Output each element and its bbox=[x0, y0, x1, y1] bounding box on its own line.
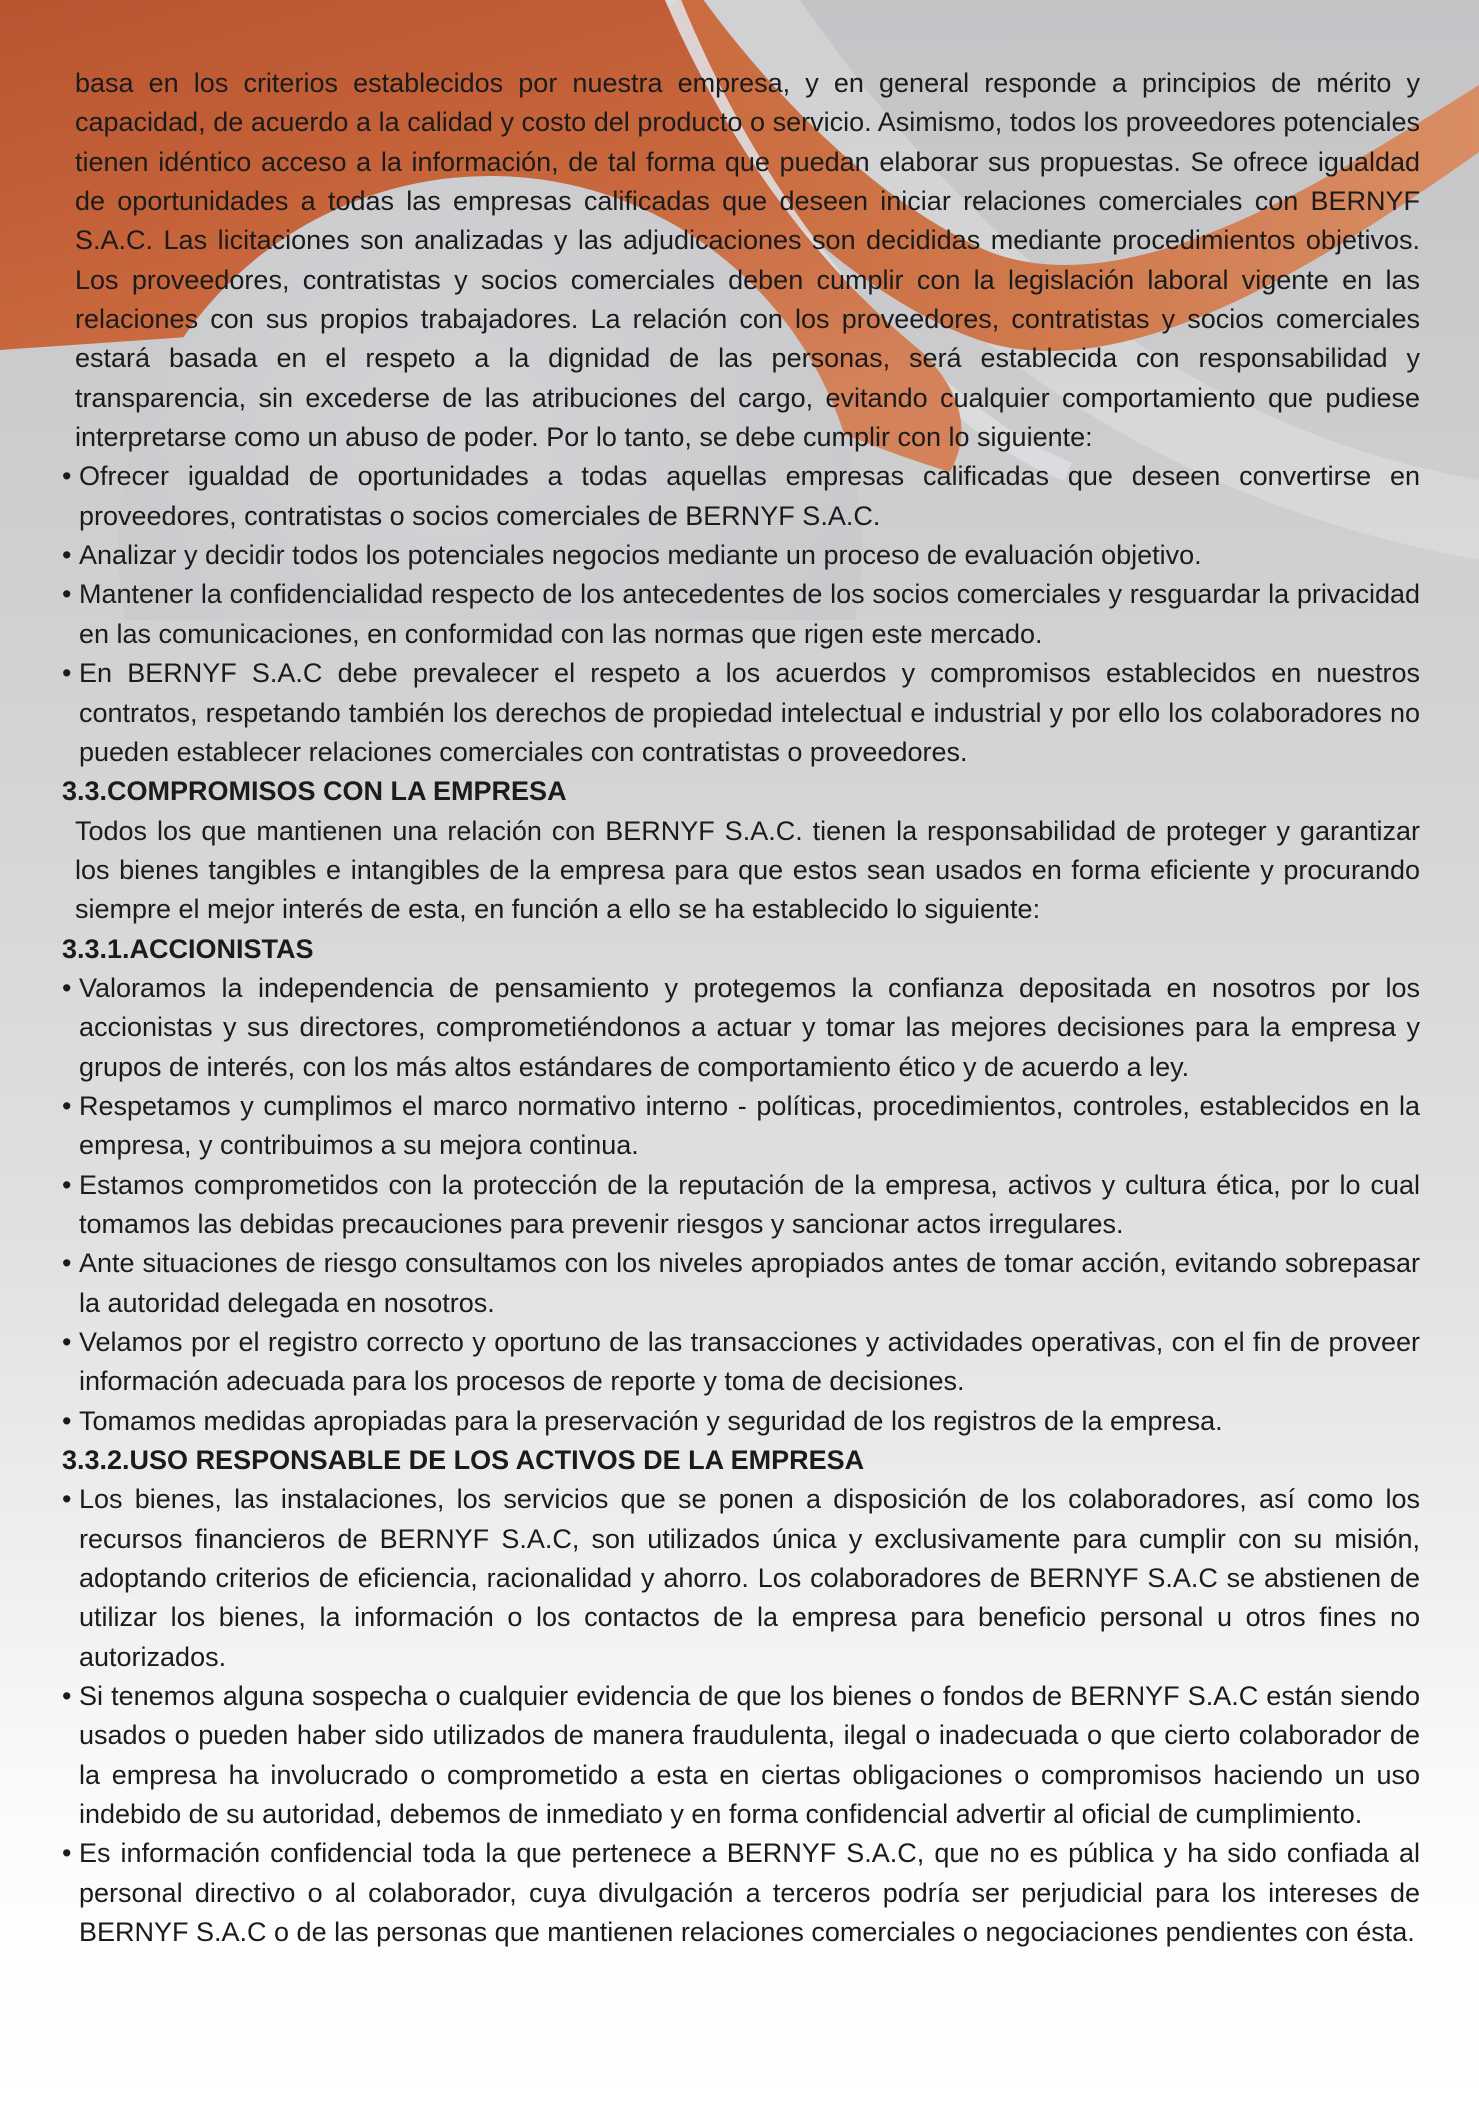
bullet-item bbox=[62, 969, 1420, 1087]
bullet-item bbox=[62, 1323, 1420, 1402]
bullet-item bbox=[62, 1087, 1420, 1166]
bullet-text: Valoramos la independencia de pensamiento y protegemos la confianza depositada en nosotros por los accionistas y sus directores, comprometiéndonos a actuar y tomar las mejores decisiones para la empresa y grupos de interés, con los más altos estándares de comportamiento ético y de acuerdo a ley. bbox=[79, 972, 1420, 1082]
section-heading: 3.3.1.ACCIONISTAS bbox=[62, 933, 314, 964]
bullet-item bbox=[62, 1402, 1420, 1441]
section-heading: 3.3.COMPROMISOS CON LA EMPRESA bbox=[62, 776, 567, 807]
bullet-text: Tomamos medidas apropiadas para la preservación y seguridad de los registros de la empresa. bbox=[79, 1405, 1223, 1436]
bullet-icon: • bbox=[62, 579, 72, 610]
bullet-icon: • bbox=[62, 1090, 72, 1121]
bullet-icon: • bbox=[62, 1248, 72, 1279]
bullet-text: Los bienes, las instalaciones, los servicios que se ponen a disposición de los colaboradores, así como los recursos financieros de BERNYF S.A.C, son utilizados única y exclusivamente para cumplir con su misión, adoptando criterios de eficiencia, racionalidad y ahorro. Los colaboradores de BERNYF S.A.C se abstienen de utilizar los bienes, la información o los contactos de la empresa para beneficio personal u otros fines no autorizados. bbox=[79, 1484, 1420, 1672]
bullet-item bbox=[62, 575, 1420, 654]
bullet-icon: • bbox=[62, 1838, 72, 1869]
bullet-text: En BERNYF S.A.C debe prevalecer el respeto a los acuerdos y compromisos establecidos en nuestros contratos, respetando también los derechos de propiedad intelectual e industrial y por ello los colaboradores no pueden establecer relaciones comerciales con contratistas o proveedores. bbox=[79, 658, 1420, 767]
bullet-text: Analizar y decidir todos los potenciales negocios mediante un proceso de evaluación objetivo. bbox=[79, 540, 1202, 571]
bullet-item bbox=[62, 1677, 1420, 1834]
bullet-text: Mantener la confidencialidad respecto de los antecedentes de los socios comerciales y resguardar la privacidad en las comunicaciones, en conformidad con las normas que rigen este mercado. bbox=[79, 579, 1420, 649]
bullet-text: Ofrecer igualdad de oportunidades a todas aquellas empresas calificadas que deseen convertirse en proveedores, contratistas o socios comerciales de BERNYF S.A.C. bbox=[79, 461, 1420, 531]
bullet-text: Ante situaciones de riesgo consultamos con los niveles apropiados antes de tomar acción, evitando sobrepasar la autoridad delegada en nosotros. bbox=[79, 1248, 1420, 1318]
bullet-item bbox=[62, 1834, 1420, 1952]
bullet-icon: • bbox=[62, 461, 72, 492]
bullet-icon: • bbox=[62, 1169, 72, 1200]
bullet-text: Respetamos y cumplimos el marco normativo interno - políticas, procedimientos, controles, establecidos en la empresa, y contribuimos a su mejora continua. bbox=[79, 1090, 1420, 1161]
paragraph: basa en los criterios establecidos por nuestra empresa, y en general responde a principios de mérito y capacidad, de acuerdo a la calidad y costo del producto o servicio. Asimismo, todos los proveedores potenciales tienen idéntico acceso a la información, de tal forma que puedan elaborar sus propuestas. Se ofrece igualdad de oportunidades a todas las empresas calificadas que deseen iniciar relaciones comerciales con BERNYF S.A.C. Las licitaciones son analizadas y las adjudicaciones son decididas mediante procedimientos objetivos. Los proveedores, contratistas y socios comerciales deben cumplir con la legislación laboral vigente en las relaciones con sus propios trabajadores. La relación con los proveedores, contratistas y socios comerciales estará basada en el respeto a la dignidad de las personas, será establecida con responsabilidad y transparencia, sin excederse de las atribuciones del cargo, evitando cualquier comportamiento que pudiese interpretarse como un abuso de poder. Por lo tanto, se debe cumplir con lo siguiente: bbox=[75, 68, 1420, 453]
bullet-icon: • bbox=[62, 1327, 72, 1357]
bullet-item bbox=[62, 457, 1420, 536]
bullet-icon: • bbox=[62, 972, 72, 1003]
paragraph: Todos los que mantienen una relación con BERNYF S.A.C. tienen la responsabilidad de proteger y garantizar los bienes tangibles e intangibles de la empresa para que estos sean usados en forma eficiente y procurando siempre el mejor interés de esta, en función a ello se ha establecido lo siguiente: bbox=[75, 815, 1420, 925]
bullet-item bbox=[62, 1166, 1420, 1245]
bullet-item bbox=[62, 1244, 1420, 1323]
bullet-text: Estamos comprometidos con la protección de la reputación de la empresa, activos y cultura ética, por lo cual tomamos las debidas precauciones para prevenir riesgos y sancionar actos irregulares. bbox=[79, 1169, 1420, 1239]
section-heading: 3.3.2.USO RESPONSABLE DE LOS ACTIVOS DE LA EMPRESA bbox=[62, 1445, 865, 1476]
bullet-text: Si tenemos alguna sospecha o cualquier evidencia de que los bienes o fondos de BERNYF S.A.C están siendo usados o pueden haber sido utilizados de manera fraudulenta, ilegal o inadecuada o que cierto colaborador de la empresa ha involucrado o comprometido a esta en ciertas obligaciones o compromisos haciendo un uso indebido de su autoridad, debemos de inmediato y en forma confidencial advertir al oficial de cumplimiento. bbox=[79, 1681, 1420, 1830]
bullet-icon: • bbox=[62, 658, 72, 689]
document-body bbox=[62, 64, 1420, 1953]
bullet-icon: • bbox=[62, 1681, 72, 1712]
bullet-text: Velamos por el registro correcto y oportuno de las transacciones y actividades operativas, con el fin de proveer información adecuada para los procesos de reporte y toma de decisiones. bbox=[79, 1327, 1420, 1397]
bullet-item bbox=[62, 1480, 1420, 1677]
bullet-item bbox=[62, 536, 1420, 575]
bullet-item bbox=[62, 654, 1420, 772]
bullet-icon: • bbox=[62, 1484, 72, 1515]
bullet-text: Es información confidencial toda la que pertenece a BERNYF S.A.C, que no es pública y ha sido confiada al personal directivo o al colaborador, cuya divulgación a terceros podría ser perjudicial para los intereses de BERNYF S.A.C o de las personas que mantienen relaciones comerciales o negociaciones pendientes con ésta. bbox=[79, 1838, 1420, 1948]
bullet-icon: • bbox=[62, 1405, 72, 1436]
bullet-icon: • bbox=[62, 540, 72, 571]
